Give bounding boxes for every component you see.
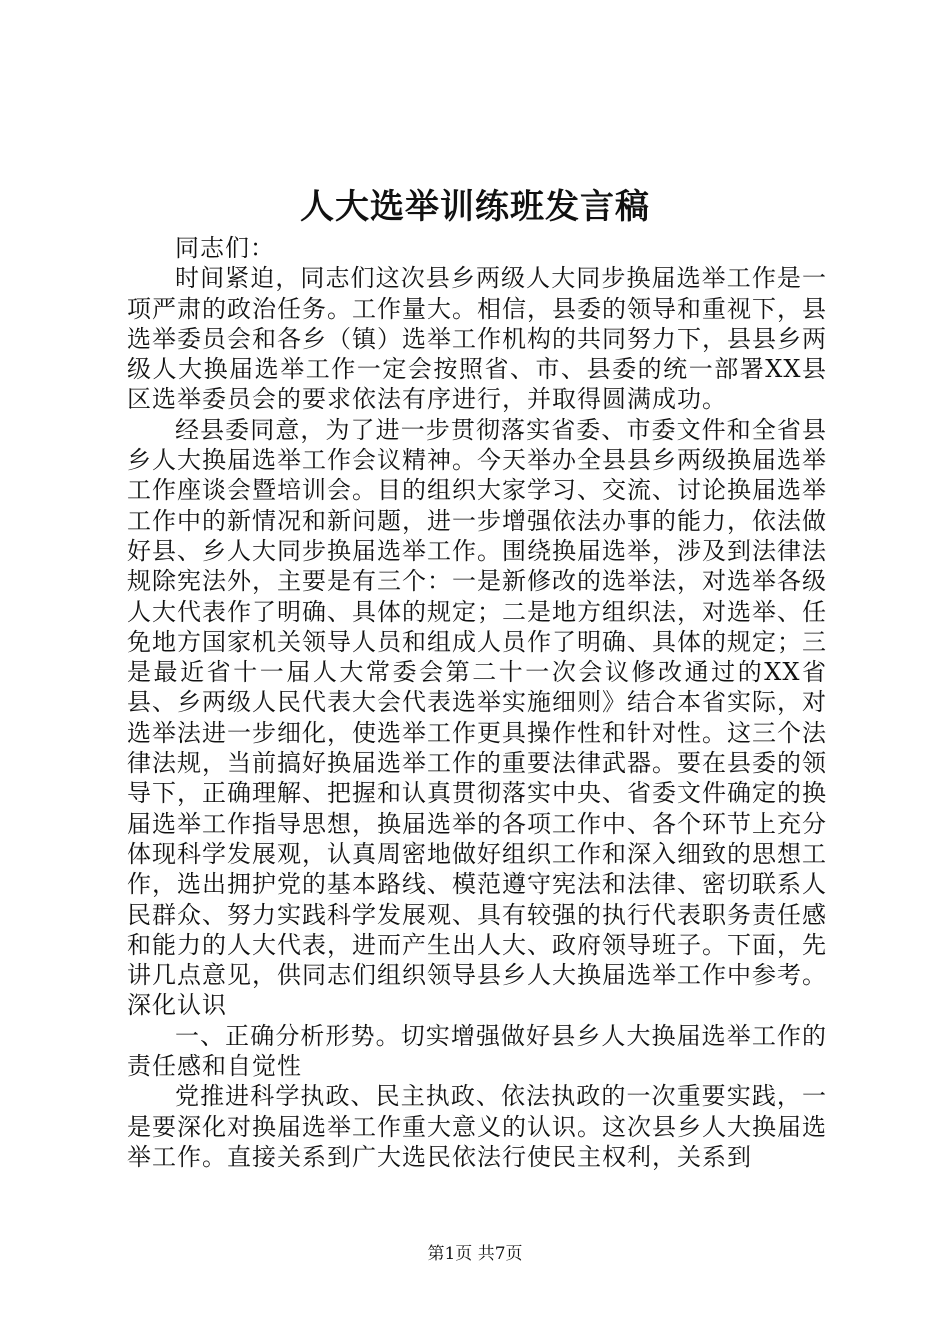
body-paragraph: 经县委同意，为了进一步贯彻落实省委、市委文件和全省县乡人大换届选举工作会议精神。今天举办全县县乡两级换届选举工作座谈会暨培训会。目的组织大家学习、交流、讨论换届选举工作中的新情况和新问题，进一步增强依法办事的能力，依法做好县、乡人大同步换届选举工作。围绕换届选举，涉及到法律法规除宪法外，主要是有三个：一是新修改的选举法，对选举各级人大代表作了明确、具体的规定；二是地方组织法，对选举、任免地方国家机关领导人员和组成人员作了明确、具体的规定；三是最近省十一届人大常委会第二十一次会议修改通过的XX省县、乡两级人民代表大会代表选举实施细则》结合本省实际，对选举法进一步细化，使选举工作更具操作性和针对性。这三个法律法规，当前搞好换届选举工作的重要法律武器。要在县委的领导下，正确理解、把握和认真贯彻落实中央、省委文件确定的换届选举工作指导思想，换届选举的各项工作中、各个环节上充分体现科学发展观，认真周密地做好组织工作和深入细致的思想工作，选出拥护党的基本路线、模范遵守宪法和法律、密切联系人民群众、努力实践科学发展观、具有较强的执行代表职务责任感和能力的人大代表，进而产生出人大、政府领导班子。下面，先讲几点意见，供同志们组织领导县乡人大换届选举工作中参考。深化认识 (127, 415, 827, 1020)
body-paragraph: 党推进科学执政、民主执政、依法执政的一次重要实践，一是要深化对换届选举工作重大意义的认识。这次县乡人大换届选举工作。直接关系到广大选民依法行使民主权利，关系到 (127, 1082, 827, 1171)
body-paragraph: 时间紧迫，同志们这次县乡两级人大同步换届选举工作是一项严肃的政治任务。工作量大。相信，县委的领导和重视下，县选举委员会和各乡（镇）选举工作机构的共同努力下，县县乡两级人大换届选举工作一定会按照省、市、县委的统一部署XX县区选举委员会的要求依法有序进行，并取得圆满成功。 (127, 264, 827, 414)
salutation-paragraph: 同志们： (175, 234, 275, 262)
document-body (127, 233, 827, 1172)
document-title: 人大选举训练班发言稿 (300, 187, 650, 227)
section-heading: 一、正确分析形势。切实增强做好县乡人大换届选举工作的责任感和自觉性 (127, 1021, 827, 1081)
page-number-footer: 第1页 共7页 (427, 1244, 523, 1264)
